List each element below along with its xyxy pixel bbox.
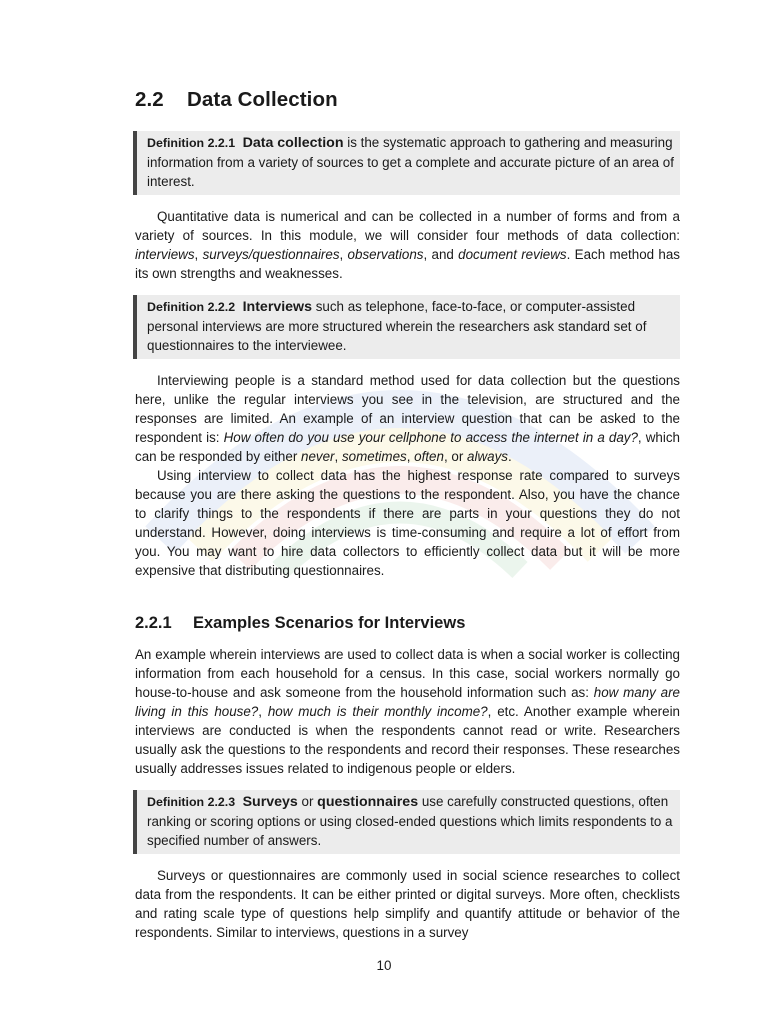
method-document-reviews: document reviews xyxy=(458,247,567,262)
option-always: always xyxy=(467,449,508,464)
text-run: , xyxy=(334,449,342,464)
paragraph-quantitative-data xyxy=(135,207,680,283)
page-number: 10 xyxy=(376,958,392,973)
definition-term: Data collection xyxy=(242,135,344,151)
text-run: , etc. Another example wherein interviews are conducted is when the respondents cannot read or write. Researchers usually ask the questions to the respondents and record their responses. These researches usually addresses issues related to indigenous people or elders. xyxy=(135,704,680,776)
text-run: An example wherein interviews are used to collect data is when a social worker is collecting information from each household for a census. In this case, social workers normally go house-to-house and ask someone from the household information such as: xyxy=(135,647,680,700)
definition-surveys xyxy=(133,790,680,854)
text-run: Interviewing people is a standard method used for data collection but the questions here, unlike the regular interviews you see in the television, are structured and the responses are limited. An example of an interview question that can be asked to the respondent is: xyxy=(135,373,680,445)
text-run: . xyxy=(507,449,512,464)
text-run: Quantitative data is numerical and can be collected in a number of forms and from a variety of sources. In this module, we will consider four methods of data collection: xyxy=(135,209,680,243)
paragraph-surveys: Surveys or questionnaires are commonly used in social science researches to collect data from the respondents. It can be either printed or digital surveys. More often, checklists and rating scale type of questions help simplify and quantify attitude or behavior of the respondents. Similar to interviews, questions in a survey xyxy=(135,868,680,940)
subsection-heading xyxy=(135,614,680,633)
option-never: never xyxy=(301,449,335,464)
text-run: . Each method has its own strengths and weaknesses. xyxy=(135,247,680,281)
definition-label: Definition 2.2.3 xyxy=(147,795,236,809)
paragraph-interviewing xyxy=(135,371,680,466)
text-run: , or xyxy=(443,449,468,464)
definition-term: Interviews xyxy=(242,299,312,315)
example-question-living: how many are living in this house? xyxy=(135,685,680,719)
method-interviews: interviews xyxy=(135,247,195,262)
paragraph-example-scenarios xyxy=(135,645,680,778)
text-run: , xyxy=(194,247,203,262)
definition-label: Definition 2.2.2 xyxy=(147,300,236,314)
option-sometimes: sometimes xyxy=(341,449,407,464)
definition-term-surveys: Surveys xyxy=(242,794,298,810)
subsection-number: 2.2.1 xyxy=(135,614,172,632)
method-observations: observations xyxy=(347,247,424,262)
definition-text: is the systematic approach to gathering and measuring information from a variety of sources to get a complete and accurate picture of an area of interest. xyxy=(147,135,674,189)
definition-data-collection xyxy=(133,131,680,195)
text-run: , and xyxy=(423,247,459,262)
document-page xyxy=(135,88,680,942)
option-often: often xyxy=(414,449,444,464)
example-question: How often do you use your cellphone to access the internet in a day? xyxy=(223,430,638,445)
method-surveys: surveys/questionnaires xyxy=(202,247,340,262)
definition-term-questionnaires: questionnaires xyxy=(317,794,419,810)
paragraph-response-rate: Using interview to collect data has the highest response rate compared to surveys because you are there asking the questions to the respondent. Also, you have the chance to clarify things to the respondents if there are parts in your questions they do not understand. However, doing interviews is time-consuming and require a lot of effort from you. You may want to hire data collectors to efficiently collect data but it will be more expensive that distributing questionnaires. xyxy=(135,468,680,578)
subsection-title: Examples Scenarios for Interviews xyxy=(193,614,466,632)
definition-interviews xyxy=(133,295,680,359)
definition-connector: or xyxy=(297,794,318,809)
definition-text: use carefully constructed questions, often ranking or scoring options or using closed-ended questions which limits respondents to a specified number of answers. xyxy=(147,794,673,848)
text-run: , xyxy=(406,449,415,464)
section-number: 2.2 xyxy=(135,88,164,111)
text-run: , xyxy=(339,247,348,262)
definition-label: Definition 2.2.1 xyxy=(147,136,236,150)
text-run: , xyxy=(258,704,268,719)
example-question-income: how much is their monthly income? xyxy=(267,704,488,719)
definition-text: such as telephone, face-to-face, or computer-assisted personal interviews are more structured wherein the researchers ask standard set of questionnaires to the interviewee. xyxy=(147,299,647,353)
section-heading xyxy=(135,88,680,112)
text-run: , which can be responded by either xyxy=(135,430,680,464)
section-title: Data Collection xyxy=(187,88,338,111)
